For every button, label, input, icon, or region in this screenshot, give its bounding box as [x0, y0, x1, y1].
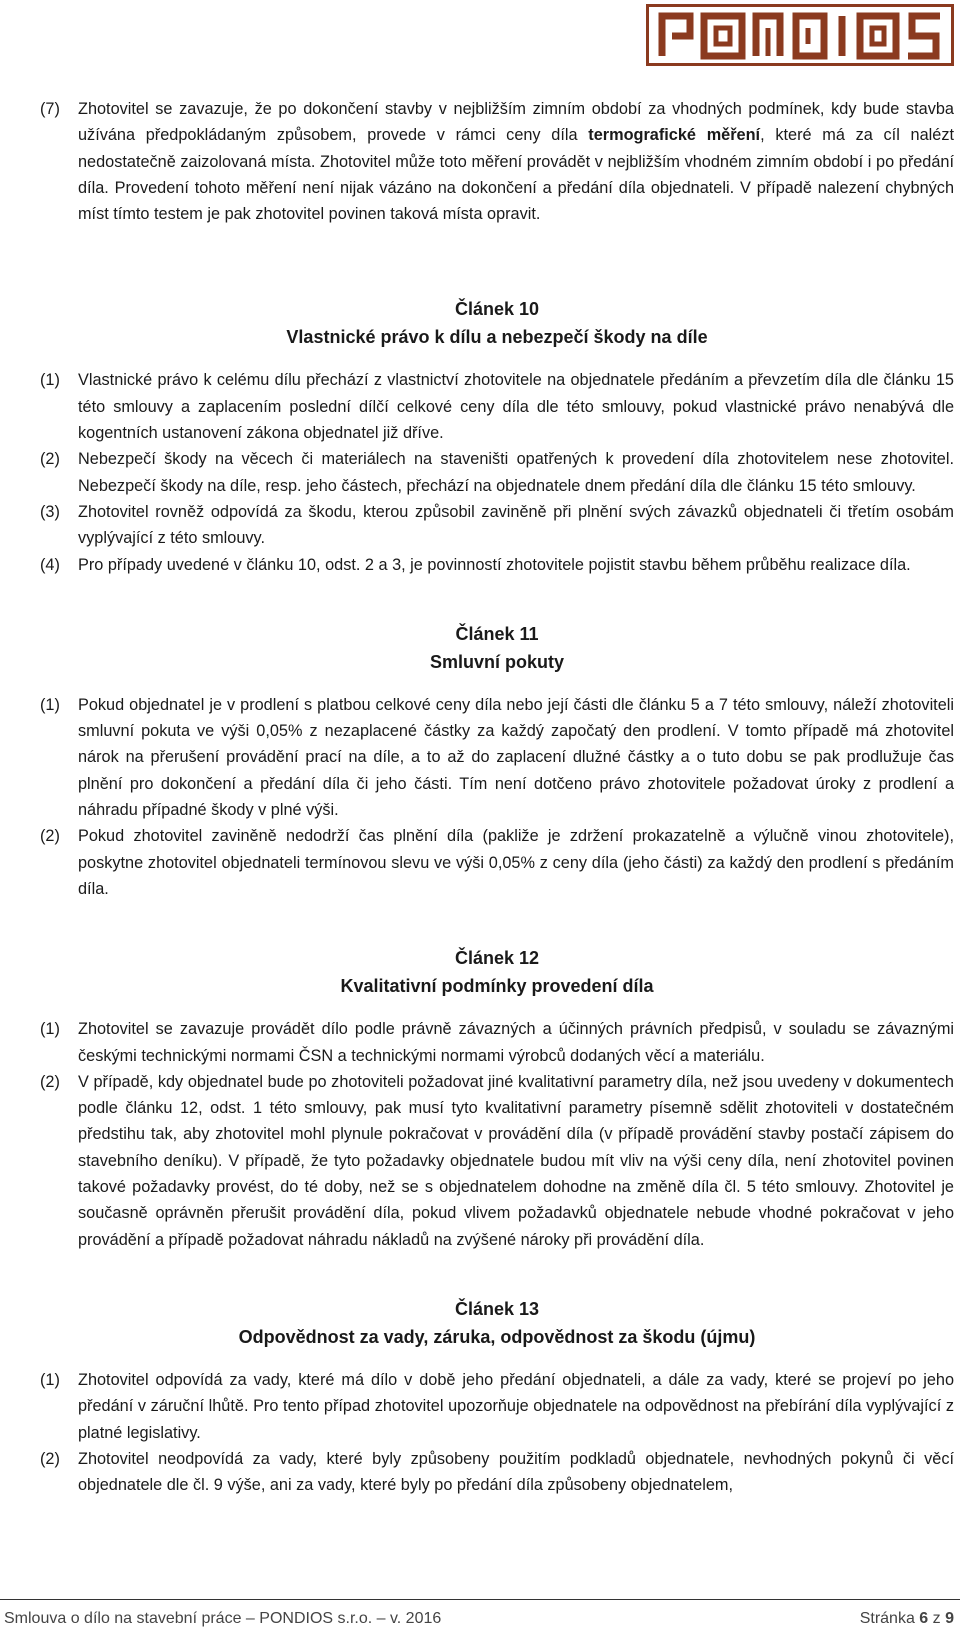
page-footer	[0, 1599, 960, 1633]
item-number: (2)	[40, 450, 60, 469]
pondios-logo	[646, 4, 954, 66]
paragraph-number: (7)	[40, 100, 60, 118]
article-10-item	[40, 367, 954, 446]
item-text: Pro případy uvedené v článku 10, odst. 2 a 3, je povinností zhotovitele pojistit stavbu během průběhu realizace díla.	[78, 555, 911, 574]
item-text: Nebezpečí škody na věcech či materiálech na staveništi opatřených k provedení díla zhotovitelem nese zhotovitel. Nebezpečí škody na díle, resp. jeho částech, přechází na objednatele dnem předání díla dle článku 15 této smlouvy.	[78, 450, 954, 495]
article-11-item	[40, 823, 954, 902]
article-10-title: Článek 10	[454, 299, 540, 320]
item-number: (1)	[40, 695, 60, 714]
page-current: 6	[919, 1610, 929, 1627]
article-11-title: Článek 11	[455, 623, 539, 644]
article-12-subtitle: Kvalitativní podmínky provedení díla	[340, 976, 654, 997]
document-body	[40, 96, 954, 1498]
item-number: (4)	[40, 555, 60, 574]
article-11-subtitle: Smluvní pokuty	[429, 651, 564, 672]
article-13-title: Článek 13	[454, 1298, 540, 1319]
page-number	[860, 1610, 954, 1628]
item-number: (1)	[40, 1020, 60, 1039]
article-13-item	[40, 1446, 954, 1499]
item-number: (2)	[40, 1449, 60, 1468]
article-11-item	[40, 692, 954, 823]
footer-document-title: Smlouva o dílo na stavební práce – PONDIOS s.r.o. – v. 2016	[4, 1610, 442, 1627]
paragraph-text	[78, 96, 954, 227]
item-text: V případě, kdy objednatel bude po zhotoviteli požadovat jiné kvalitativní parametry díla, než jsou uvedeny v dokumentech podle článku 12, odst. 1 této smlouvy, pak musí tyto kvalitativní parametry písemně sdělit zhotoviteli v dostatečném předstihu tak, aby zhotovitel mohl plynule pokračovat v provádění díla (v případě provádění stavby postačí zápisem do stavebního deníku). V případě, že tyto požadavky objednatele budou mít vliv na výši ceny díla, není zhotovitel povinen takové požadavky provést, do té doby, než se s objednatelem dohodne na změně díla čl. 5 této smlouvy. Zhotovitel je současně oprávněn přerušit provádění díla, pokud vlivem požadavků objednatele nebude vhodné pokračovat v jeho provádění a případě požadovat náhradu nákladů na zvýšené nároky při provádění díla.	[78, 1072, 954, 1249]
bold-term: termografické měření	[588, 126, 761, 145]
page-label: Stránka	[859, 1610, 920, 1627]
article-10-subtitle: Vlastnické právo k dílu a nebezpečí škody na díle	[286, 327, 708, 348]
article-13-item	[40, 1367, 954, 1446]
text-part: , které má za cíl nalézt nedostatečně zaizolovaná místa. Zhotovitel může toto měření provádět v nejbližším vhodném zimním období i po předání díla. Provedení tohoto měření není nijak vázáno na dokončení a předání díla objednateli. V případě nalezení chybných míst tímto testem je pak zhotovitel povinen taková místa opravit.	[78, 126, 954, 224]
item-number: (2)	[40, 1072, 60, 1091]
item-text: Pokud objednatel je v prodlení s platbou celkové ceny díla nebo její části dle článku 5 a 7 této smlouvy, náleží zhotoviteli smluvní pokuta ve výši 0,05% z nezaplacené částky za každý započatý den prodlení. V tomto případě má zhotovitel nárok na přerušení provádění prací na díle, a to až do zaplacení dlužné částky a o tuto dobu se pak prodlužuje čas plnění pro dokončení a předání díla či jeho části. Tím není dotčeno právo zhotovitele požadovat úroky z prodlení a náhradu případné škody v plné výši.	[78, 695, 954, 820]
article-12-title: Článek 12	[454, 948, 540, 969]
item-number: (3)	[40, 502, 60, 521]
item-text: Pokud zhotovitel zaviněně nedodrží čas plnění díla (pakliže je zdržení prokazatelně a výlučně vinou zhotovitele), poskytne zhotovitel objednateli termínovou slevu ve výši 0,05% z ceny díla (jeho části) za každý den prodlení s předáním díla.	[78, 827, 954, 898]
item-text: Zhotovitel odpovídá za vady, které má dílo v době jeho předání objednateli, a dále za vady, které se projeví po jeho předání v záruční lhůtě. Pro tento případ zhotovitel upozorňuje objednatele na odpovědnost na přebírání díla vyplývající z platné legislativy.	[78, 1370, 954, 1442]
article-10-item	[40, 552, 954, 578]
text-part: Zhotovitel se zavazuje, že po dokončení stavby v nejbližším zimním období za vhodných podmínek, kdy bude stavba užívána předpokládaným způsobem, provede v rámci ceny díla	[78, 100, 954, 145]
page-total: 9	[945, 1610, 954, 1627]
item-text: Zhotovitel se zavazuje provádět dílo podle právně závazných a účinných právních předpisů, v souladu se závaznými českými technickými normami ČSN a technickými normami výrobců dodaných věcí a materiálu.	[78, 1020, 954, 1065]
article-13-subtitle: Odpovědnost za vady, záruka, odpovědnost za škodu (újmu)	[238, 1326, 756, 1347]
item-number: (2)	[40, 827, 60, 846]
footer-divider	[0, 1599, 960, 1600]
paragraph-7	[40, 96, 954, 227]
article-12-item	[40, 1016, 954, 1069]
article-12-item	[40, 1069, 954, 1253]
item-text: Zhotovitel neodpovídá za vady, které byly způsobeny použitím podkladů objednatele, nevhodných pokynů či věcí objednatele dle čl. 9 výše, ani za vady, které byly po předání díla způsobeny objednatelem,	[78, 1449, 954, 1495]
item-text: Zhotovitel rovněž odpovídá za škodu, kterou způsobil zaviněně při plnění svých závazků objednateli či třetím osobám vyplývající z této smlouvy.	[78, 502, 954, 548]
article-10-item	[40, 499, 954, 552]
article-10-item	[40, 446, 954, 499]
item-number: (1)	[40, 1370, 60, 1389]
page-separator: z	[928, 1610, 946, 1627]
item-number: (1)	[40, 371, 60, 390]
item-text: Vlastnické právo k celému dílu přechází z vlastnictví zhotovitele na objednatele předáním a převzetím díla dle článku 15 této smlouvy a zaplacením poslední dílčí celkové ceny díla dle této smlouvy, pokud vlastnické právo nenabývá dle kogentních ustanovení zákona objednatel již dříve.	[78, 371, 954, 443]
